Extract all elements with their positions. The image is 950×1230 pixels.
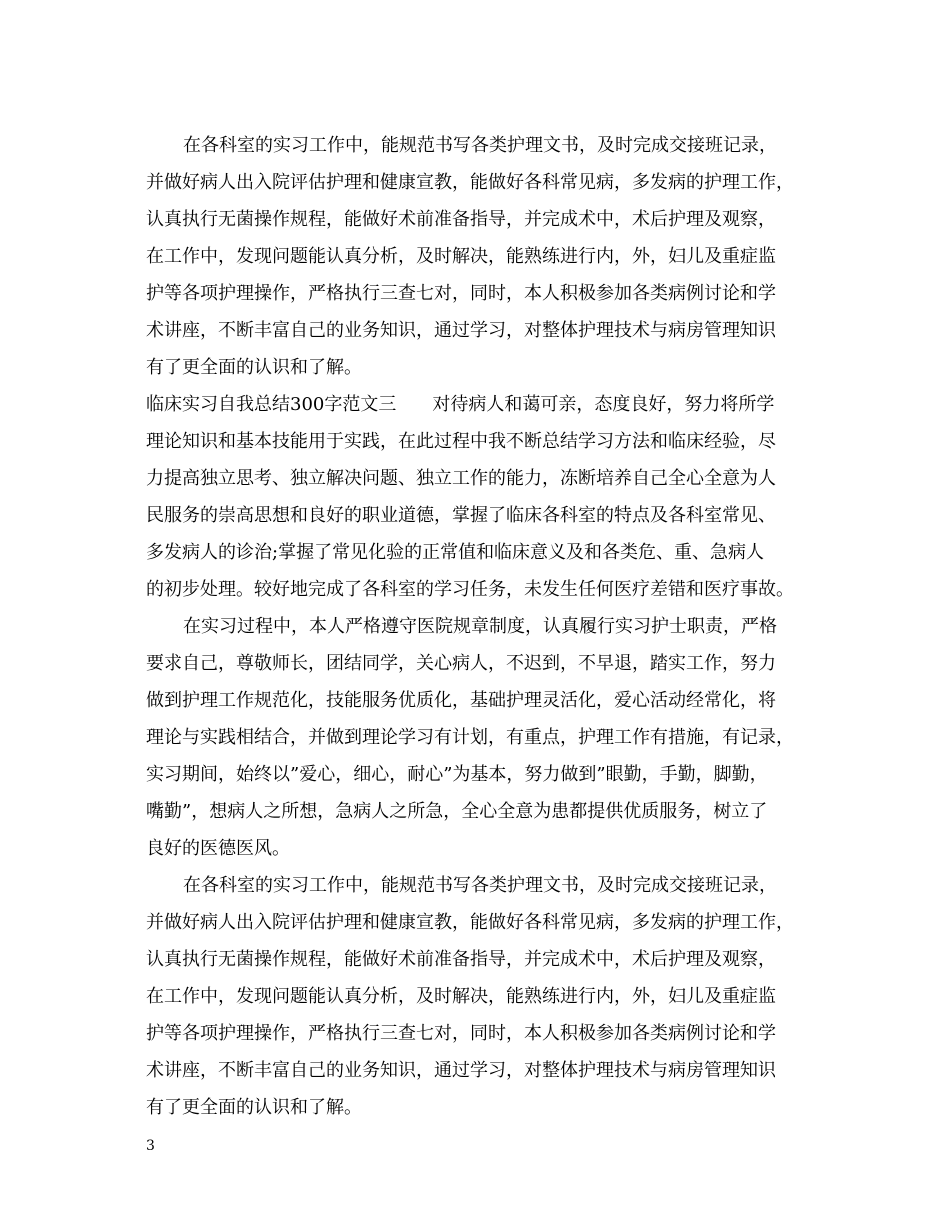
text-line: 的初步处理。较好地完成了各科室的学习任务，未发生任何医疗差错和医疗事故。 <box>146 579 794 600</box>
text-line: 临床实习自我总结300字范文三 对待病人和蔼可亲，态度良好，努力将所学 <box>146 394 775 415</box>
text-line: 并做好病人出入院评估护理和健康宣教，能做好各科常见病，多发病的护理工作， <box>146 172 794 193</box>
text-line: 理论知识和基本技能用于实践，在此过程中我不断总结学习方法和临床经验，尽 <box>146 431 776 452</box>
text-line: 术讲座，不断丰富自己的业务知识，通过学习，对整体护理技术与病房管理知识 <box>146 1060 776 1081</box>
text-line: 认真执行无菌操作规程，能做好术前准备指导，并完成术中，术后护理及观察， <box>146 949 776 970</box>
text-line: 多发病人的诊治;掌握了常见化验的正常值和临床意义及和各类危、重、急病人 <box>146 542 765 563</box>
text-line: 在实习过程中，本人严格遵守医院规章制度，认真履行实习护士职责，严格 <box>183 616 777 637</box>
text-line: 认真执行无菌操作规程，能做好术前准备指导，并完成术中，术后护理及观察， <box>146 209 776 230</box>
text-line: 做到护理工作规范化，技能服务优质化，基础护理灵活化，爱心活动经常化，将 <box>146 690 776 711</box>
text-line: 有了更全面的认识和了解。 <box>146 357 362 378</box>
text-line: 实习期间，始终以”爱心，细心，耐心”为基本，努力做到”眼勤，手勤，脚勤， <box>146 764 768 785</box>
text-line: 术讲座，不断丰富自己的业务知识，通过学习，对整体护理技术与病房管理知识 <box>146 320 776 341</box>
document-body <box>146 127 826 1126</box>
page-number: 3 <box>146 1138 155 1154</box>
text-line: 并做好病人出入院评估护理和健康宣教，能做好各科常见病，多发病的护理工作， <box>146 912 794 933</box>
text-line: 在工作中，发现问题能认真分析，及时解决，能熟练进行内，外，妇儿及重症监 <box>146 986 776 1007</box>
text-line: 民服务的崇高思想和良好的职业道德，掌握了临床各科室的特点及各科室常见、 <box>146 505 776 526</box>
text-line: 良好的医德医风。 <box>146 838 290 859</box>
text-line: 嘴勤”，想病人之所想，急病人之所急，全心全意为患都提供优质服务，树立了 <box>146 801 768 822</box>
text-line: 护等各项护理操作，严格执行三查七对，同时，本人积极参加各类病例讨论和学 <box>146 1023 776 1044</box>
text-line: 护等各项护理操作，严格执行三查七对，同时，本人积极参加各类病例讨论和学 <box>146 283 776 304</box>
text-line: 有了更全面的认识和了解。 <box>146 1097 362 1118</box>
text-line: 理论与实践相结合，并做到理论学习有计划，有重点，护理工作有措施，有记录， <box>146 727 794 748</box>
text-line: 力提高独立思考、独立解决问题、独立工作的能力，冻断培养自己全心全意为人 <box>146 468 776 489</box>
text-line: 在各科室的实习工作中，能规范书写各类护理文书，及时完成交接班记录， <box>183 135 777 156</box>
text-line: 在各科室的实习工作中，能规范书写各类护理文书，及时完成交接班记录， <box>183 875 777 896</box>
text-line: 要求自己，尊敬师长，团结同学，关心病人，不迟到，不早退，踏实工作，努力 <box>146 653 776 674</box>
text-line: 在工作中，发现问题能认真分析，及时解决，能熟练进行内，外，妇儿及重症监 <box>146 246 776 267</box>
